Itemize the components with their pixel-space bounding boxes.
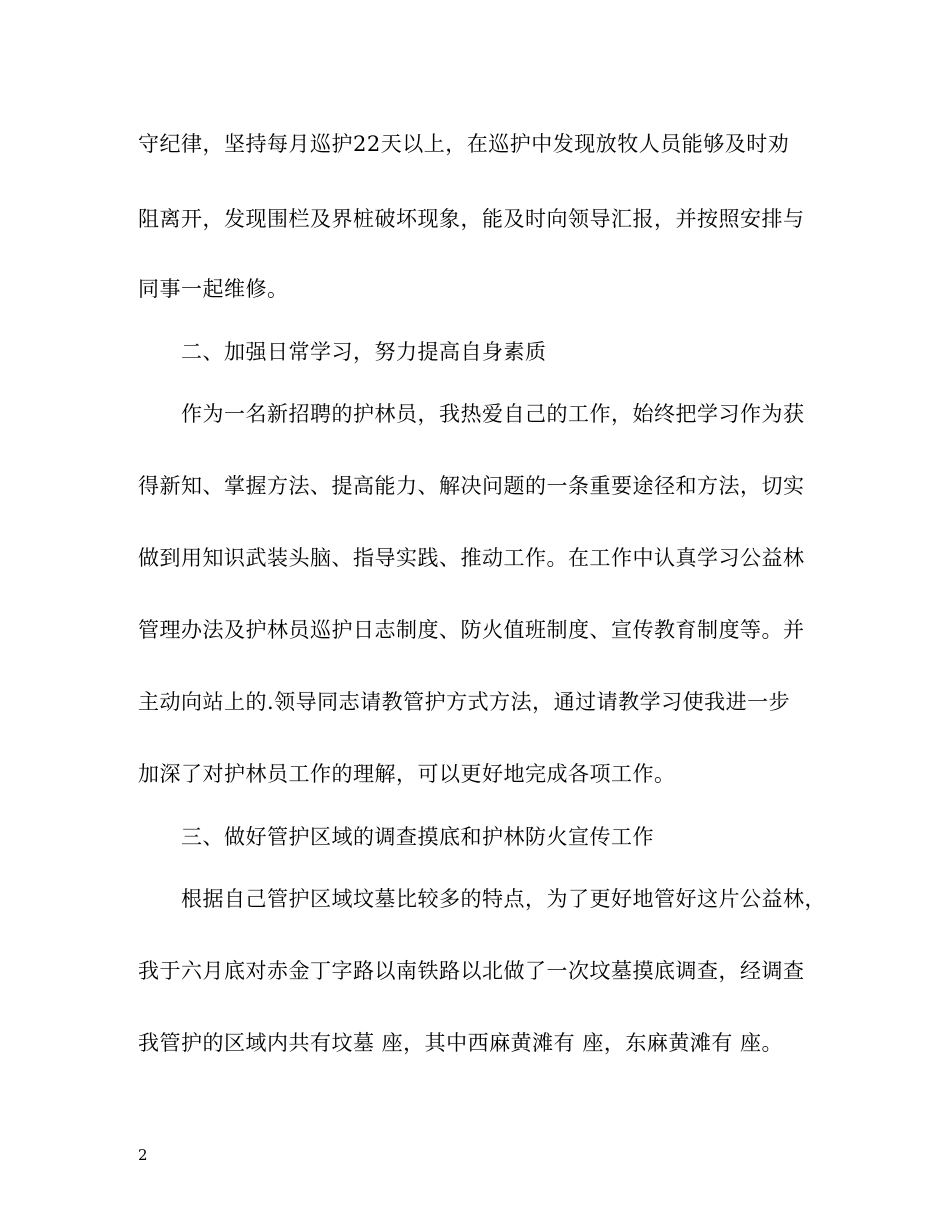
body-text-line: 加深了对护林员工作的理解，可以更好地完成各项工作。 <box>138 762 676 786</box>
body-text-line: 管理办法及护林员巡护日志制度、防火值班制度、宣传教育制度等。并 <box>138 618 805 642</box>
body-text-line: 得新知、掌握方法、提高能力、解决问题的一条重要途径和方法，切实 <box>138 474 805 498</box>
body-text-line: 根据自己管护区域坟墓比较多的特点，为了更好地管好这片公益林， <box>181 887 826 911</box>
body-text-line: 我于六月底对赤金丁字路以南铁路以北做了一次坟墓摸底调查，经调查 <box>138 959 805 983</box>
body-text-line: 做到用知识武装头脑、指导实践、推动工作。在工作中认真学习公益林 <box>138 546 805 570</box>
body-text-line: 主动向站上的.领导同志请教管护方式方法，通过请教学习使我进一步 <box>138 690 791 714</box>
body-text-line: 同事一起维修。 <box>138 277 289 301</box>
body-text-line: 守纪律，坚持每月巡护22天以上，在巡护中发现放牧人员能够及时劝 <box>138 132 790 156</box>
section-heading-2: 二、加强日常学习，努力提高自身素质 <box>181 340 547 364</box>
body-text-line: 作为一名新招聘的护林员，我热爱自己的工作，始终把学习作为获 <box>181 402 805 426</box>
body-text-line: 阻离开，发现围栏及界桩破坏现象，能及时向领导汇报，并按照安排与 <box>138 207 805 231</box>
body-text-line: 我管护的区域内共有坟墓 座，其中西麻黄滩有 座，东麻黄滩有 座。 <box>138 1031 784 1055</box>
section-heading-3: 三、做好管护区域的调查摸底和护林防火宣传工作 <box>181 825 654 849</box>
page-number: 2 <box>138 1146 148 1164</box>
